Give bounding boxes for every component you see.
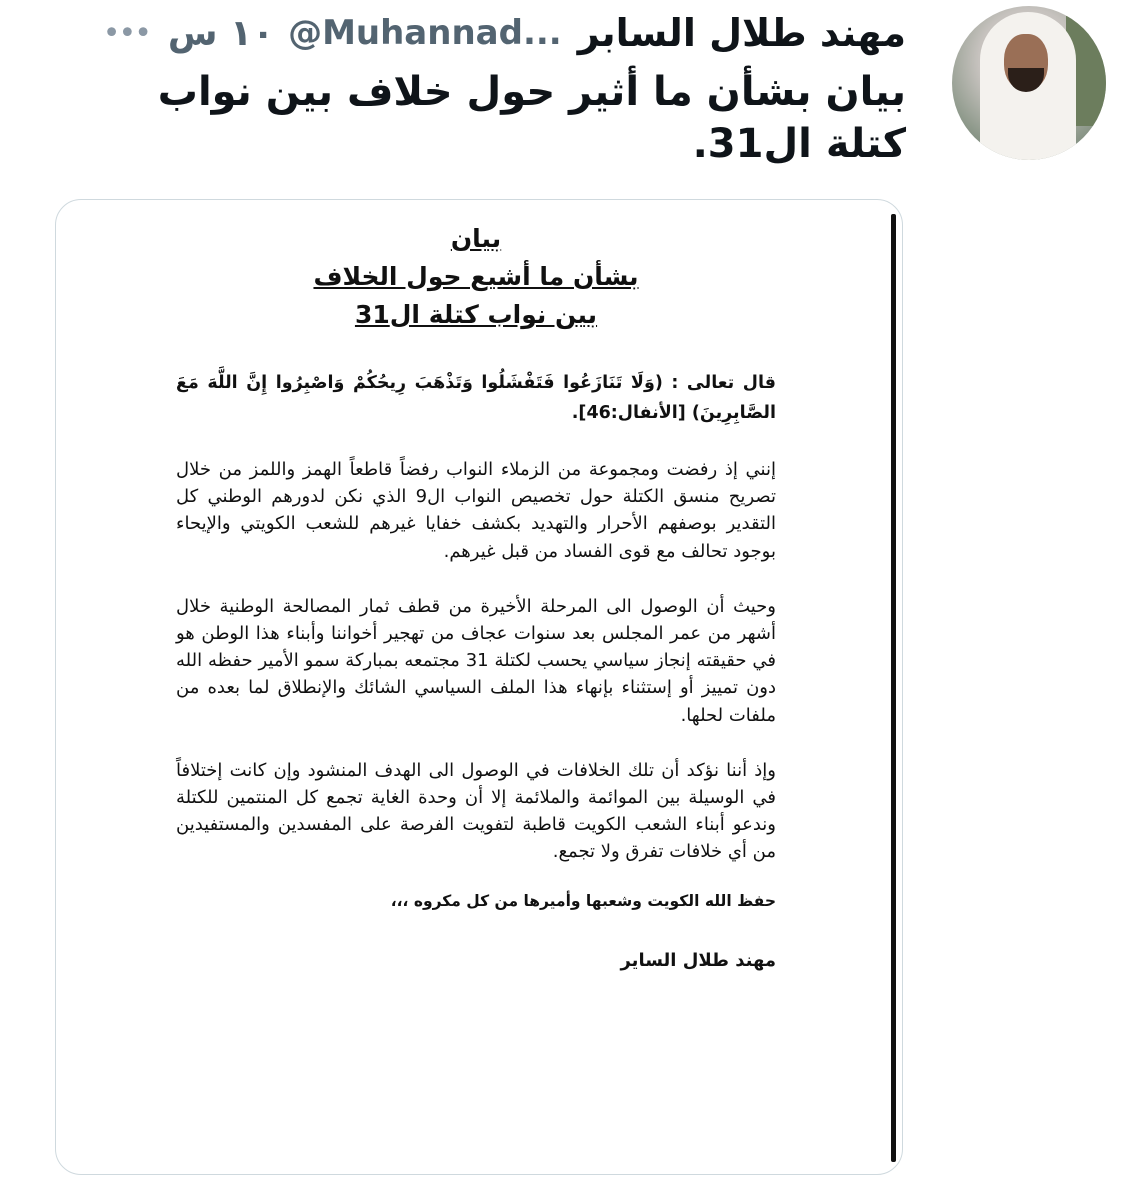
user-handle[interactable]: @Muhannad...	[288, 13, 562, 53]
tweet-text: بيان بشأن ما أثير حول خلاف بين نواب كتلة ال31.	[157, 69, 906, 167]
document-title-line: بين نواب كتلة ال31	[354, 300, 598, 329]
avatar[interactable]	[952, 6, 1106, 160]
more-dots-icon[interactable]: •••	[102, 15, 150, 51]
document-title	[176, 220, 776, 334]
statement-document	[176, 220, 776, 971]
document-title-line: بيان	[450, 224, 502, 253]
document-paragraph: وحيث أن الوصول الى المرحلة الأخيرة من قطف ثمار المصالحة الوطنية خلال أشهر من عمر المجلس بعد سنوات عجاف من تهجير أخواننا وأبناء هذا الوطن هو في حقيقته إنجاز سياسي يحسب لكتلة 31 مجتمعه بمباركة سمو الأمير حفظه الله دون تمييز أو إستثناء بإنهاء هذا الملف السياسي الشائك والإنطلاق لما بعده من ملفات لحلها.	[176, 595, 776, 726]
tweet-header	[103, 8, 906, 58]
display-name[interactable]: مهند طلال السابر	[577, 11, 906, 55]
document-paragraph: وإذ أننا نؤكد أن تلك الخلافات في الوصول الى الهدف المنشود وإن كانت إختلافاً في الوسيلة بين الموائمة والملائمة إلا أن وحدة الغاية تجمع كل المنتمين للكتلة وندعو أبناء الشعب الكويت قاطبة لتفويت الفرصة على المفسدين والمستفيدين من أي خلافات تفرق ولا تجمع.	[176, 759, 776, 863]
attached-image-card[interactable]	[55, 199, 903, 1175]
document-edge-shadow	[891, 214, 896, 1162]
tweet-timestamp[interactable]: ١٠ س	[167, 12, 275, 54]
document-signature: مهند طلال الساير	[620, 949, 776, 971]
document-closing: حفظ الله الكويت وشعبها وأميرها من كل مكروه ،،،	[390, 891, 776, 910]
document-title-line: بشأن ما أشيع حول الخلاف	[313, 262, 639, 291]
quran-verse: قال تعالى : (وَلَا تَنَازَعُوا فَتَفْشَلُوا وَتَذْهَبَ رِيحُكُمْ وَاصْبِرُوا إِنَّ اللَّهَ مَعَ الصَّابِرِينَ) [الأنفال:46].	[176, 373, 776, 423]
document-paragraph: إنني إذ رفضت ومجموعة من الزملاء النواب رفضاً قاطعاً الهمز واللمز من خلال تصريح منسق الكتلة حول تخصيص النواب ال9 الذي نكن لدورهم الوطني كل التقدير بوصفهم الأحرار والتهديد بكشف خفايا غيرهم للشعب الكويتي والإيحاء بوجود تحالف مع قوى الفساد من قبل غيرهم.	[176, 459, 776, 562]
